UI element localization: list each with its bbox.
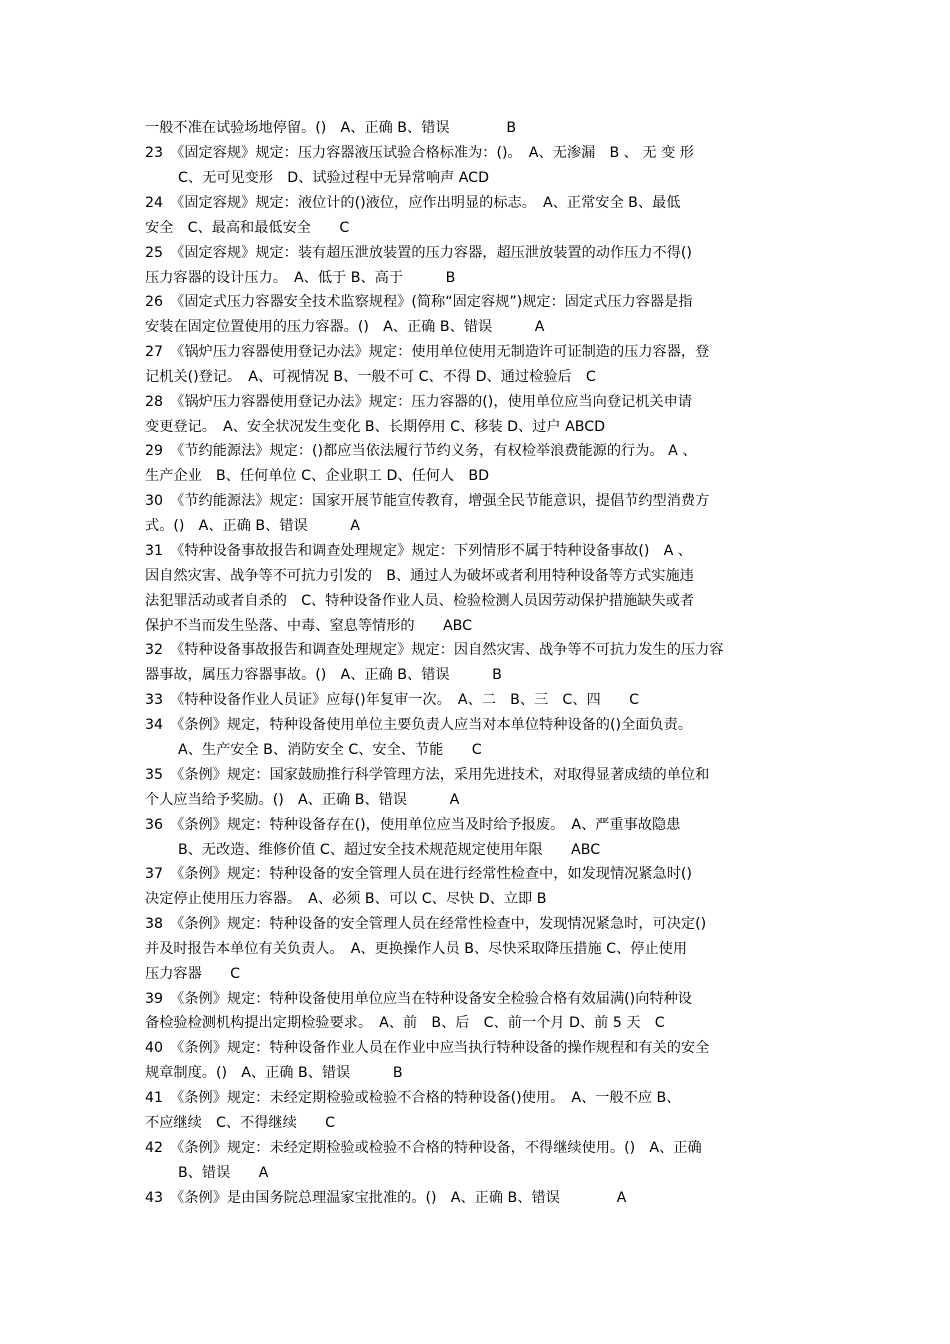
question-24-line-1: 24 《固定容规》规定：液位计的()液位，应作出明显的标志。 A、正常安全 B、最低	[145, 195, 681, 211]
question-34-line-1: 34 《条例》规定，特种设备使用单位主要负责人应当对本单位特种设备的()全面负责。	[145, 717, 692, 733]
text-line: 一般不准在试验场地停留。() A、正确 B、错误 B	[145, 120, 517, 136]
question-26-line-2: 安装在固定位置使用的压力容器。() A、正确 B、错误 A	[145, 319, 545, 335]
question-24-line-2: 安全 C、最高和最低安全 C	[145, 220, 350, 236]
question-38-line-3: 压力容器 C	[145, 966, 241, 982]
question-40-line-1: 40 《条例》规定：特种设备作业人员在作业中应当执行特种设备的操作规程和有关的安全	[145, 1040, 710, 1056]
question-36-line-2: B、无改造、维修价值 C、超过安全技术规范规定使用年限 ABC	[178, 842, 601, 858]
question-30-line-1: 30 《节约能源法》规定：国家开展节能宣传教育，增强全民节能意识，提倡节约型消费方	[145, 493, 710, 509]
question-30-line-2: 式。() A、正确 B、错误 A	[145, 518, 360, 534]
question-41-line-1: 41 《条例》规定：未经定期检验或检验不合格的特种设备()使用。 A、一般不应 B、	[145, 1090, 681, 1106]
question-43-line-1: 43 《条例》是由国务院总理温家宝批准的。() A、正确 B、错误 A	[145, 1190, 627, 1206]
question-38-line-1: 38 《条例》规定：特种设备的安全管理人员在经常性检查中，发现情况紧急时，可决定()	[145, 916, 707, 932]
question-27-line-2: 记机关()登记。 A、可视情况 B、一般不可 C、不得 D、通过检验后 C	[145, 369, 596, 385]
question-23-line-1: 23 《固定容规》规定：压力容器液压试验合格标准为：()。 A、无渗漏 B 、 无 变 形	[145, 145, 694, 161]
question-37-line-1: 37 《条例》规定：特种设备的安全管理人员在进行经常性检查中，如发现情况紧急时()	[145, 866, 692, 882]
question-35-line-2: 个人应当给予奖励。() A、正确 B、错误 A	[145, 792, 460, 808]
question-34-line-2: A、生产安全 B、消防安全 C、安全、节能 C	[178, 742, 482, 758]
question-41-line-2: 不应继续 C、不得继续 C	[145, 1115, 336, 1131]
question-29-line-2: 生产企业 B、任何单位 C、企业职工 D、任何人 BD	[145, 468, 489, 484]
question-42-line-1: 42 《条例》规定：未经定期检验或检验不合格的特种设备，不得继续使用。() A、正确	[145, 1140, 702, 1156]
question-26-line-1: 26 《固定式压力容器安全技术监察规程》(简称“固定容规”)规定：固定式压力容器是指	[145, 294, 693, 310]
question-32-line-1: 32 《特种设备事故报告和调查处理规定》规定：因自然灾害、战争等不可抗力发生的压力容	[145, 642, 724, 658]
question-39-line-1: 39 《条例》规定：特种设备使用单位应当在特种设备安全检验合格有效届满()向特种设	[145, 991, 692, 1007]
question-25-line-1: 25 《固定容规》规定：装有超压泄放装置的压力容器，超压泄放装置的动作压力不得()	[145, 245, 692, 261]
question-38-line-2: 并及时报告本单位有关负责人。 A、更换操作人员 B、尽快采取降压措施 C、停止使用	[145, 941, 688, 957]
question-31-line-4: 保护不当而发生坠落、中毒、窒息等情形的 ABC	[145, 618, 473, 634]
question-23-line-2: C、无可见变形 D、试验过程中无异常响声 ACD	[178, 170, 490, 186]
question-29-line-1: 29 《节约能源法》规定：()都应当依法履行节约义务，有权检举浪费能源的行为。 A 、	[145, 443, 697, 459]
question-31-line-3: 法犯罪活动或者自杀的 C、特种设备作业人员、检验检测人员因劳动保护措施缺失或者	[145, 593, 695, 609]
question-36-line-1: 36 《条例》规定：特种设备存在()，使用单位应当及时给予报废。 A、严重事故隐患	[145, 817, 681, 833]
question-33-line-1: 33 《特种设备作业人员证》应每()年复审一次。 A、二 B、三 C、四 C	[145, 692, 639, 708]
question-27-line-1: 27 《锅炉压力容器使用登记办法》规定：使用单位使用无制造许可证制造的压力容器，登	[145, 344, 710, 360]
question-32-line-2: 器事故，属压力容器事故。() A、正确 B、错误 B	[145, 667, 502, 683]
question-35-line-1: 35 《条例》规定：国家鼓励推行科学管理方法，采用先进技术，对取得显著成绩的单位和	[145, 767, 710, 783]
question-39-line-2: 备检验检测机构提出定期检验要求。 A、前 B、后 C、前一个月 D、前 5 天 C	[145, 1015, 665, 1031]
question-31-line-2: 因自然灾害、战争等不可抗力引发的 B、通过人为破坏或者利用特种设备等方式实施违	[145, 568, 694, 584]
question-42-line-2: B、错误 A	[178, 1165, 269, 1181]
question-37-line-2: 决定停止使用压力容器。 A、必须 B、可以 C、尽快 D、立即 B	[145, 891, 547, 907]
question-28-line-1: 28 《锅炉压力容器使用登记办法》规定：压力容器的()，使用单位应当向登记机关申请	[145, 394, 692, 410]
question-25-line-2: 压力容器的设计压力。 A、低于 B、高于 B	[145, 270, 456, 286]
question-31-line-1: 31 《特种设备事故报告和调查处理规定》规定：下列情形不属于特种设备事故() A 、	[145, 543, 692, 559]
question-40-line-2: 规章制度。() A、正确 B、错误 B	[145, 1065, 403, 1081]
question-28-line-2: 变更登记。 A、安全状况发生变化 B、长期停用 C、移装 D、过户 ABCD	[145, 419, 606, 435]
